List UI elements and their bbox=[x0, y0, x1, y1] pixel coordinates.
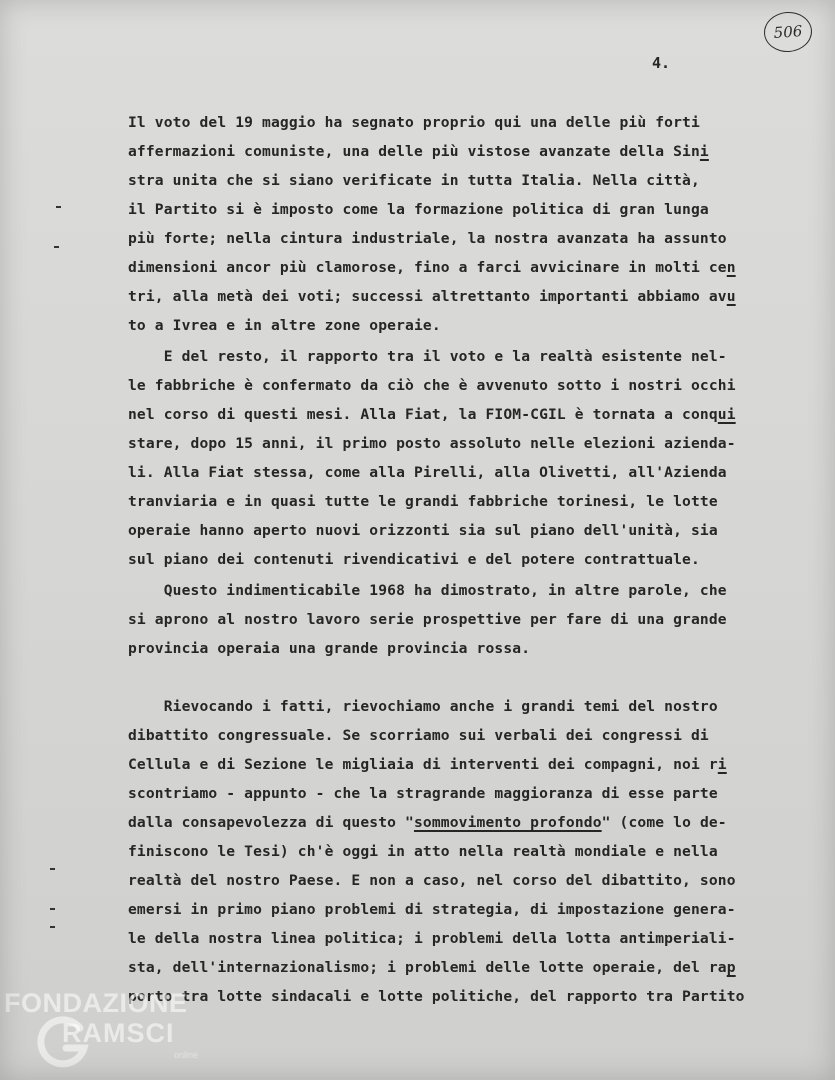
archive-stamp: 506 bbox=[763, 10, 814, 53]
text-segment: le fabbriche è confermato da ciò che è avvenuto sotto i nostri occhi bbox=[128, 377, 736, 394]
text-line bbox=[128, 516, 808, 545]
margin-mark bbox=[56, 206, 61, 208]
text-segment: tranviaria e in quasi tutte le grandi fabbriche torinesi, le lotte bbox=[128, 493, 718, 510]
text-segment: porto tra lotte sindacali e lotte politiche, del rapporto tra Partito bbox=[128, 988, 745, 1005]
text-line bbox=[128, 253, 808, 282]
text-line bbox=[128, 487, 808, 516]
text-segment: nel corso di questi mesi. Alla Fiat, la FIOM-CGIL è tornata a conq bbox=[128, 406, 718, 423]
underlined-text: i bbox=[717, 756, 727, 773]
gramsci-g-logo-icon bbox=[34, 1014, 94, 1070]
text-line bbox=[128, 137, 808, 166]
text-segment: si aprono al nostro lavoro serie prospettive per fare di una grande bbox=[128, 611, 727, 628]
watermark-line2: RAMSCI bbox=[62, 1018, 175, 1048]
text-line bbox=[128, 429, 808, 458]
text-line bbox=[128, 750, 808, 779]
text-segment: sul piano dei contenuti rivendicativi e del potere contrattuale. bbox=[128, 551, 700, 568]
text-segment: provincia operaia una grande provincia rossa. bbox=[128, 640, 531, 657]
text-segment: tri, alla metà dei voti; successi altrettanto importanti abbiamo av bbox=[128, 288, 727, 305]
paragraph-2 bbox=[128, 342, 808, 574]
text-line bbox=[128, 400, 808, 429]
text-line bbox=[128, 779, 808, 808]
text-segment: dibattito congressuale. Se scorriamo sui verbali dei congressi di bbox=[128, 727, 709, 744]
text-line bbox=[128, 982, 808, 1011]
paragraph-3 bbox=[128, 576, 808, 663]
text-segment: le della nostra linea politica; i problemi della lotta antimperiali- bbox=[128, 930, 736, 947]
watermark-tag: online bbox=[174, 1050, 199, 1060]
margin-mark bbox=[50, 868, 55, 870]
underlined-text: ui bbox=[717, 406, 736, 423]
text-segment: to a Ivrea e in altre zone operaie. bbox=[128, 317, 441, 334]
underlined-text: n bbox=[726, 259, 736, 276]
paragraph-1 bbox=[128, 108, 808, 340]
underlined-text: i bbox=[699, 143, 709, 160]
text-segment: Rievocando i fatti, rievochiamo anche i grandi temi del nostro bbox=[128, 698, 718, 715]
text-segment: stra unita che si siano verificate in tutta Italia. Nella città, bbox=[128, 172, 700, 189]
text-line bbox=[128, 605, 808, 634]
text-line bbox=[128, 634, 808, 663]
text-line bbox=[128, 545, 808, 574]
text-segment: più forte; nella cintura industriale, la nostra avanzata ha assunto bbox=[128, 230, 727, 247]
text-line bbox=[128, 808, 808, 837]
text-line bbox=[128, 837, 808, 866]
text-segment: " (come lo de- bbox=[601, 814, 727, 831]
text-line bbox=[128, 924, 808, 953]
text-line bbox=[128, 953, 808, 982]
text-line bbox=[128, 458, 808, 487]
paragraph-4 bbox=[128, 692, 808, 1011]
text-segment: Il voto del 19 maggio ha segnato proprio qui una delle più forti bbox=[128, 114, 700, 131]
text-segment: operaie hanno aperto nuovi orizzonti sia sul piano dell'unità, sia bbox=[128, 522, 718, 539]
underlined-text: sommovimento profondo bbox=[413, 814, 602, 831]
text-line bbox=[128, 166, 808, 195]
text-line bbox=[128, 371, 808, 400]
text-segment: dalla consapevolezza di questo " bbox=[128, 814, 414, 831]
text-segment: sta, dell'internazionalismo; i problemi delle lotte operaie, del ra bbox=[128, 959, 727, 976]
text-segment: affermazioni comuniste, una delle più vistose avanzate della Sin bbox=[128, 143, 700, 160]
margin-mark bbox=[50, 926, 55, 928]
text-segment: emersi in primo piano problemi di strategia, di impostazione genera- bbox=[128, 901, 736, 918]
text-segment: il Partito si è imposto come la formazione politica di gran lunga bbox=[128, 201, 709, 218]
underlined-text: u bbox=[726, 288, 736, 305]
text-segment: Questo indimenticabile 1968 ha dimostrato, in altre parole, che bbox=[128, 582, 727, 599]
text-line bbox=[128, 195, 808, 224]
text-line bbox=[128, 895, 808, 924]
text-line bbox=[128, 282, 808, 311]
text-line bbox=[128, 311, 808, 340]
text-line bbox=[128, 692, 808, 721]
text-line bbox=[128, 866, 808, 895]
text-line bbox=[128, 721, 808, 750]
text-segment: li. Alla Fiat stessa, come alla Pirelli, alla Olivetti, all'Azienda bbox=[128, 464, 727, 481]
text-segment: Cellula e di Sezione le migliaia di interventi dei compagni, noi r bbox=[128, 756, 718, 773]
text-line bbox=[128, 108, 808, 137]
page-number: 4. bbox=[652, 54, 671, 72]
watermark-line1: FONDAZIONE bbox=[4, 988, 188, 1018]
text-segment: scontriamo - appunto - che la stragrande maggioranza di esse parte bbox=[128, 785, 718, 802]
text-line bbox=[128, 576, 808, 605]
text-segment: realtà del nostro Paese. E non a caso, nel corso del dibattito, sono bbox=[128, 872, 736, 889]
underlined-text: p bbox=[726, 959, 736, 976]
margin-mark bbox=[50, 908, 55, 910]
margin-mark bbox=[54, 246, 59, 248]
text-segment: stare, dopo 15 anni, il primo posto assoluto nelle elezioni azienda- bbox=[128, 435, 736, 452]
text-segment: finiscono le Tesi) ch'è oggi in atto nella realtà mondiale e nella bbox=[128, 843, 718, 860]
text-segment: dimensioni ancor più clamorose, fino a farci avvicinare in molti ce bbox=[128, 259, 727, 276]
text-line bbox=[128, 224, 808, 253]
text-line bbox=[128, 342, 808, 371]
text-segment: E del resto, il rapporto tra il voto e la realtà esistente nel- bbox=[128, 348, 727, 365]
